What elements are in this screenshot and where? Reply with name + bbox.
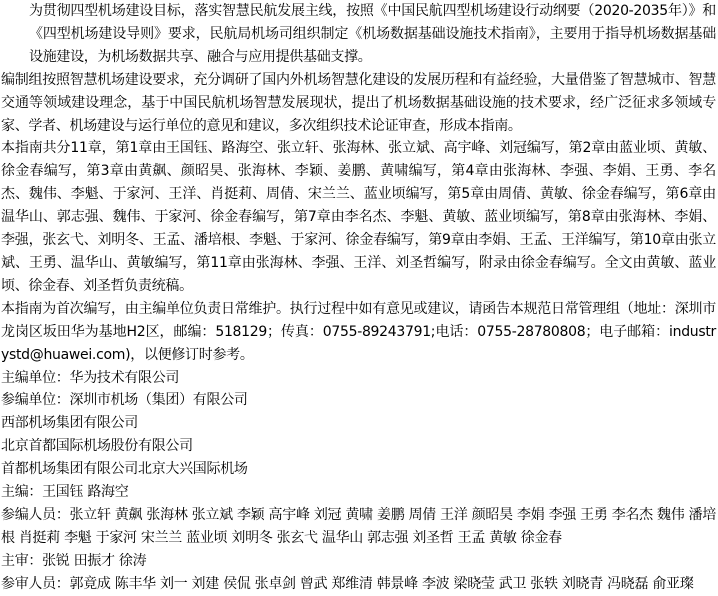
- chief-reviewers: 主审：张锐 田振才 徐涛: [1, 552, 147, 569]
- participating-unit-2: 西部机场集团有限公司: [1, 415, 138, 432]
- chief-editing-unit: 主编单位：华为技术有限公司: [1, 369, 180, 386]
- participating-unit-3: 北京首都国际机场股份有限公司: [1, 438, 193, 455]
- chapter-authors-paragraph: 本指南共分11章，第1章由王国钰、路海空、张立轩、张海林、张立斌、高宇峰、刘冠编写，第2章由蓝业顷、黄敏、徐金春编写，第3章由黄飙、颜昭昊、张海林、李颖、姜鹏、黄啸编写，第4章由张海林、李强、李娟、王勇、李名杰、魏伟、李魁、于家河、王洋、肖挺莉、周倩、宋兰兰、蓝业顷编写，第5章由周倩、黄敏、徐金春编写，第6章由温华山、郭志强、魏伟、于家河、徐金春编写，第7章由李名杰、李魁、黄敏、蓝业顷编写，第8章由张海林、李娟、李强，张玄弋、刘明冬、王孟、潘培根、李魁、于家河、徐金春编写，第9章由李娟、王孟、王洋编写，第10章由张立斌、王勇、温华山、黄敏编写，第11章由张海林、李强、王洋、刘圣哲编写，附录由徐金春编写。全文由黄敏、蓝业顷、徐金春、刘圣哲负责统稿。: [1, 140, 716, 294]
- maintenance-paragraph: 本指南为首次编写，由主编单位负责日常维护。执行过程中如有意见或建议，请函告本规范日常管理组（地址：深圳市龙岗区坂田华为基地H2区，邮编：518129；传真：0755-89243791;电话：0755-28780808；电子邮箱：industrystd@huawei.com)，以便修订时参考。: [1, 300, 716, 363]
- compilation-paragraph: 编制组按照智慧机场建设要求，充分调研了国内外机场智慧化建设的发展历程和有益经验，大量借鉴了智慧城市、智慧交通等领域建设理念，基于中国民航机场智慧发展现状，提出了机场数据基础设施的技术要求，经广泛征求多领域专家、学者、机场建设与运行单位的意见和建议，多次组织技术论证审查，形成本指南。: [1, 71, 716, 134]
- chief-editors: 主编：王国钰 路海空: [1, 484, 129, 501]
- participating-unit-4: 首都机场集团有限公司北京大兴国际机场: [1, 461, 248, 478]
- participating-editors: 参编人员：张立轩 黄飙 张海林 张立斌 李颖 高宇峰 刘冠 黄啸 姜鹏 周倩 王洋 颜昭昊 李娟 李强 王勇 李名杰 魏伟 潘培根 肖挺莉 李魁 于家河 宋兰兰 蓝业顷 刘明冬 张玄弋 温华山 郭志强 刘圣哲 王孟 黄敏 徐金春: [1, 506, 716, 546]
- participating-reviewers: 参审人员：郭竟成 陈丰华 刘一 刘建 侯侃 张卓剑 曾武 郑维清 韩景峰 李波 梁晓莹 武卫 张轶 刘晓青 冯晓磊 俞亚璨: [1, 575, 694, 592]
- participating-unit-1: 参编单位：深圳市机场（集团）有限公司: [1, 392, 248, 409]
- intro-paragraph: 为贯彻四型机场建设目标，落实智慧民航发展主线，按照《中国民航四型机场建设行动纲要（2020-2035年）》和《四型机场建设导则》要求，民航局机场司组织制定《机场数据基础设施技术指南》，主要用于指导机场数据基础设施建设，为机场数据共享、融合与应用提供基础支撑。: [29, 3, 716, 65]
